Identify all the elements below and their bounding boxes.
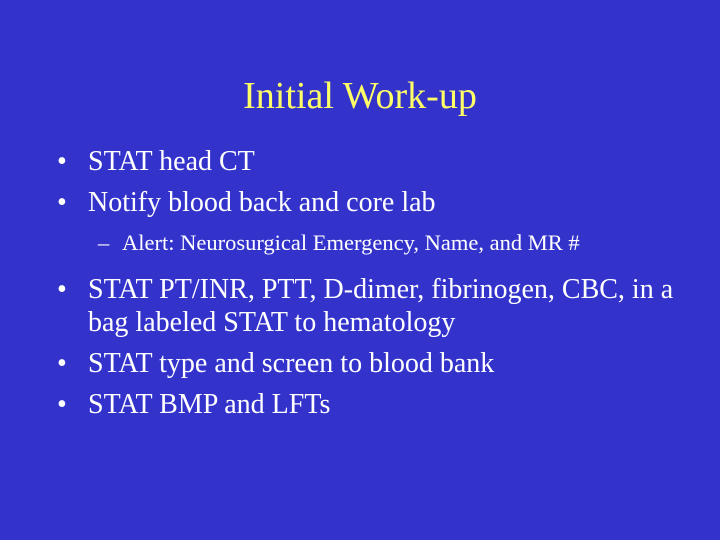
bullet-item <box>0 388 720 421</box>
bullet-mark: • <box>57 274 67 305</box>
bullet-text: Notify blood back and core lab <box>88 187 436 218</box>
slide-title: Initial Work-up <box>243 75 477 117</box>
bullet-item <box>0 186 720 219</box>
bullet-item <box>0 273 720 339</box>
bullet-mark: • <box>57 187 67 218</box>
slide-body <box>0 140 720 421</box>
bullet-mark: • <box>57 389 67 420</box>
bullet-text: STAT head CT <box>88 146 255 177</box>
bullet-mark: • <box>57 348 67 379</box>
bullet-text: STAT type and screen to blood bank <box>88 348 495 379</box>
bullet-item <box>0 145 720 178</box>
sub-bullet-text: Alert: Neurosurgical Emergency, Name, and MR # <box>122 230 580 255</box>
sub-bullet-mark: – <box>98 230 110 255</box>
bullet-item <box>0 347 720 380</box>
sub-bullet-item <box>0 229 720 257</box>
bullet-text: STAT BMP and LFTs <box>88 389 331 420</box>
bullet-mark: • <box>57 146 67 177</box>
bullet-text: STAT PT/INR, PTT, D-dimer, fibrinogen, CBC, in a bag labeled STAT to hematology <box>88 274 674 338</box>
